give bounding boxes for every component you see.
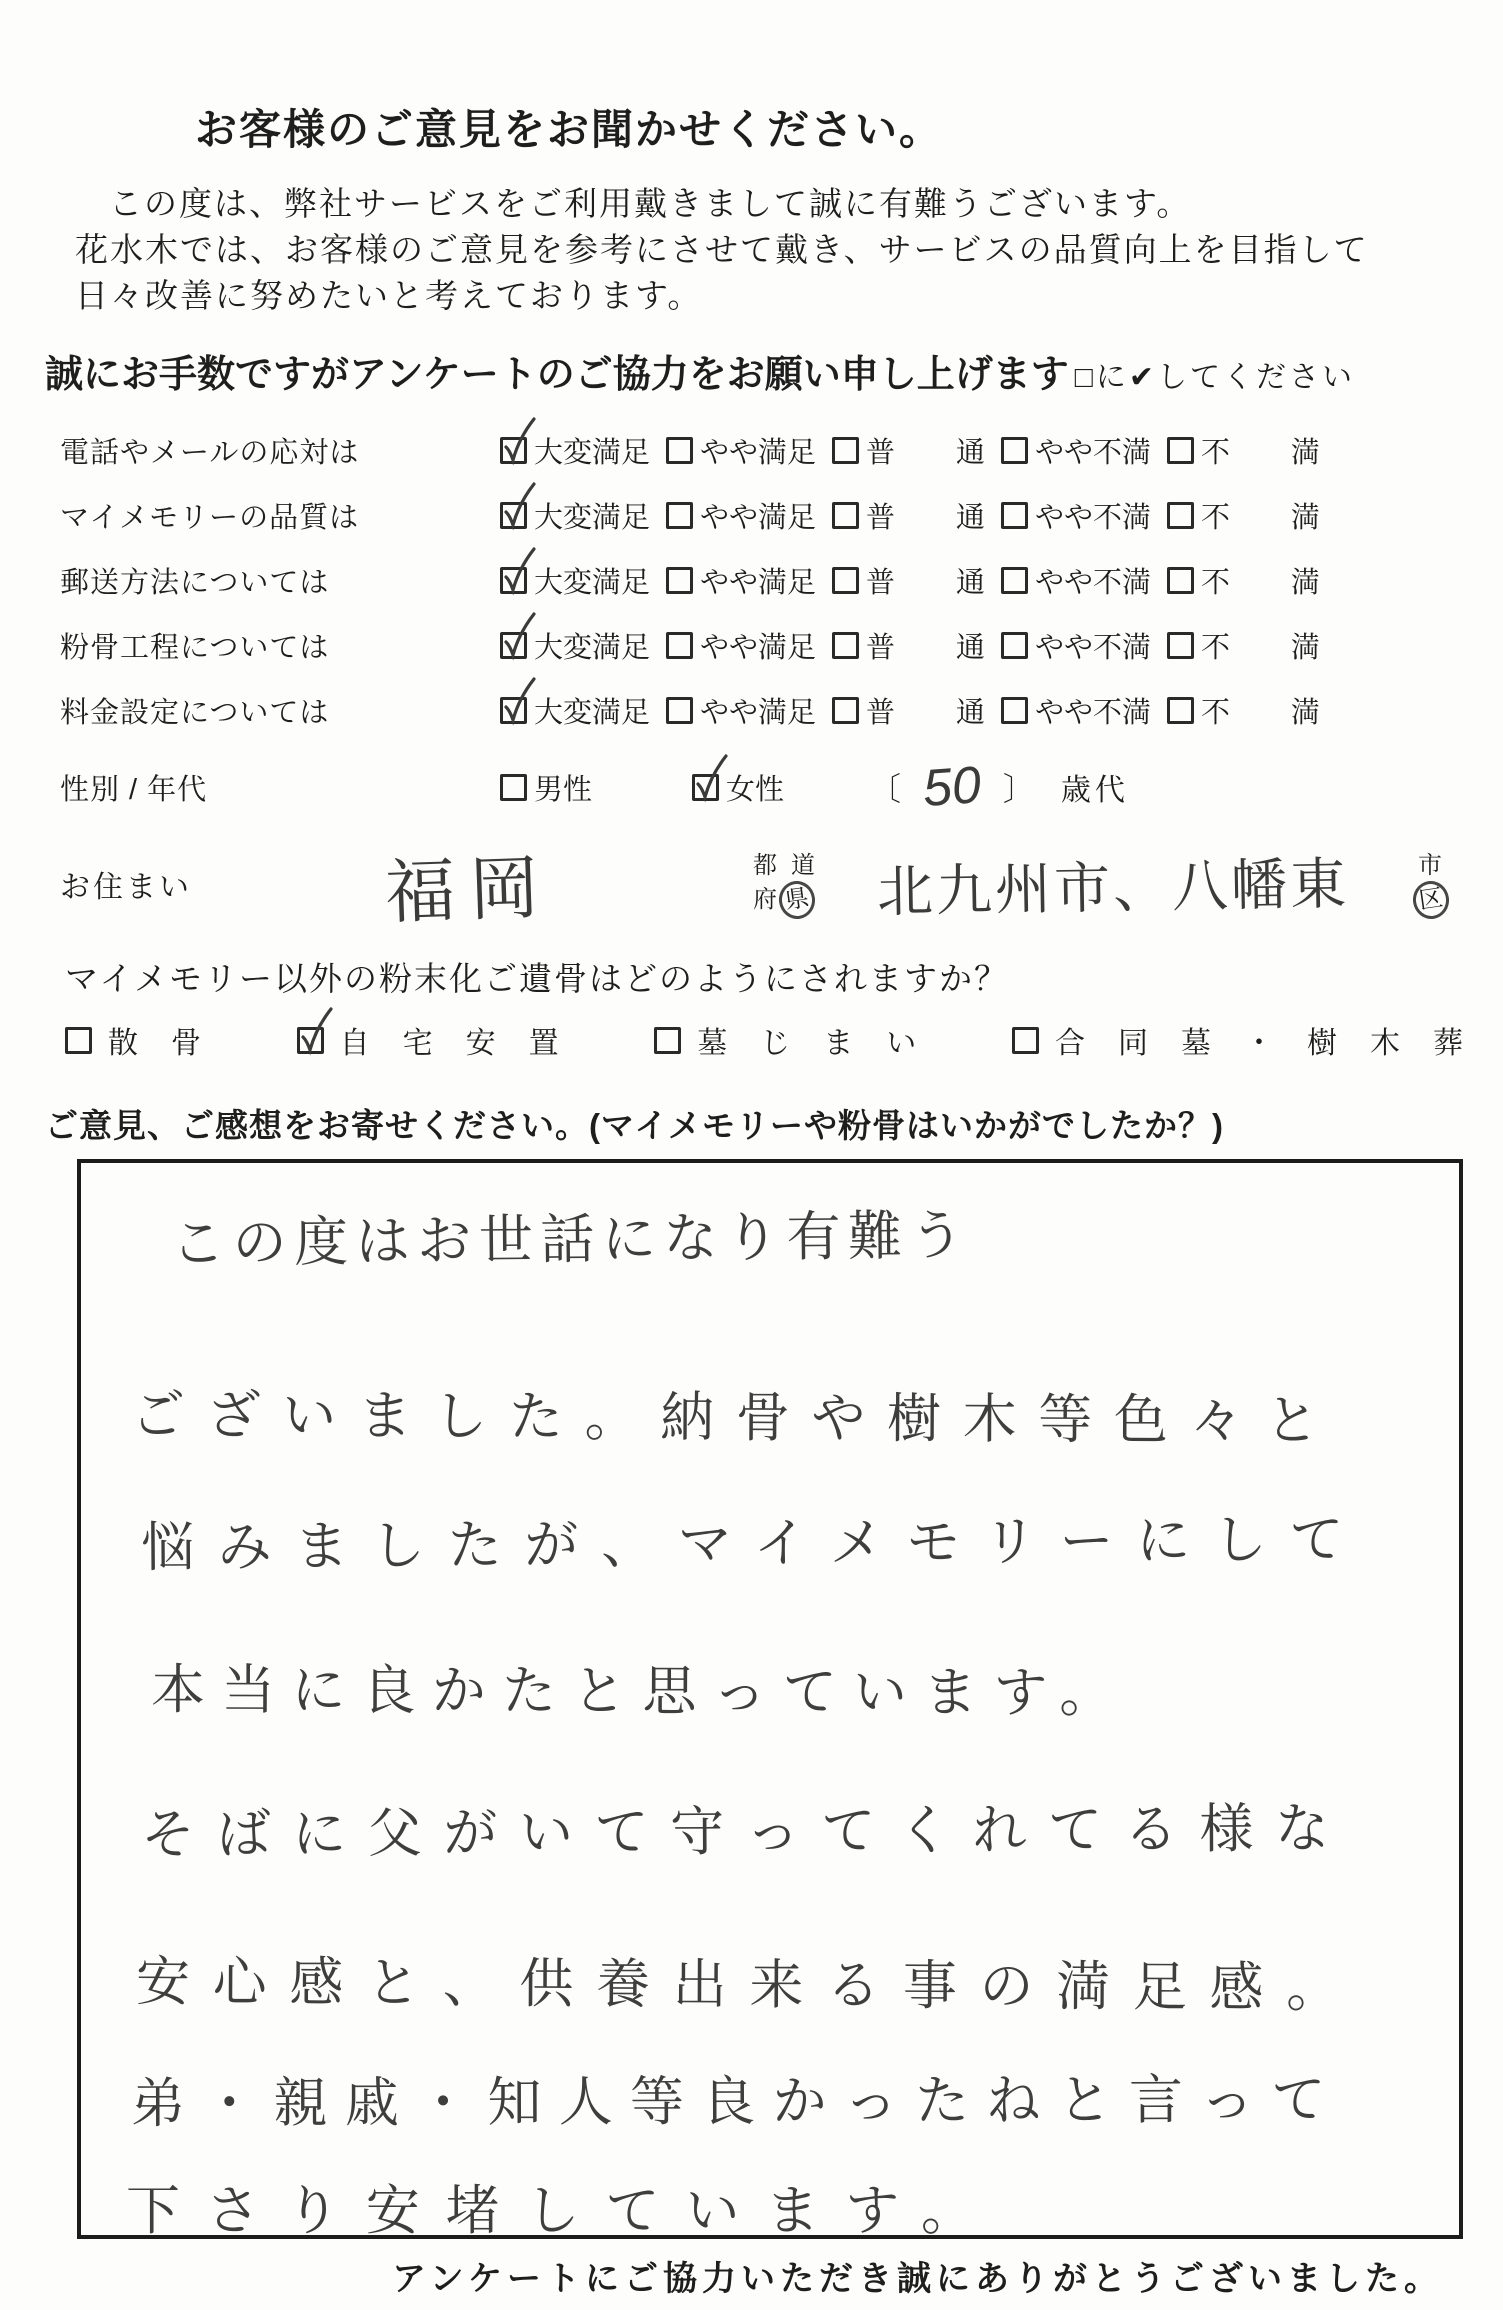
checkbox[interactable]	[832, 502, 859, 529]
option-label: 不満	[1200, 502, 1381, 535]
option-label: やや不満	[1034, 567, 1151, 600]
checkbox-checked[interactable]	[500, 502, 527, 529]
checkbox[interactable]	[666, 697, 693, 724]
survey-question-label: 電話やメールの応対は	[60, 437, 360, 470]
comments-prompt-note: (マイメモリーや粉骨はいかがでしたか？)	[589, 1107, 1224, 1145]
satisfaction-table	[45, 418, 1463, 743]
option-label: やや不満	[1034, 437, 1151, 470]
survey-option[interactable]	[500, 560, 650, 601]
checkbox[interactable]	[832, 437, 859, 464]
survey-option[interactable]	[832, 690, 1046, 731]
handwritten-line: 安心感と、供養出来る事の満足感。	[135, 1951, 1364, 2018]
option-label: 大変満足	[534, 632, 651, 665]
checkbox-checked[interactable]	[500, 437, 527, 464]
survey-options	[500, 495, 1381, 536]
checkbox[interactable]	[1167, 502, 1194, 529]
survey-option[interactable]	[1167, 430, 1381, 471]
checkbox[interactable]	[666, 437, 693, 464]
survey-options	[500, 560, 1381, 601]
option-label: 合同墓・樹木葬	[1054, 1027, 1496, 1061]
remains-options-row	[45, 1018, 1496, 1062]
survey-question-label: マイメモリーの品質は	[60, 502, 360, 535]
survey-row	[45, 548, 1463, 613]
survey-row	[45, 613, 1463, 678]
survey-options	[500, 430, 1381, 471]
checkbox[interactable]	[1001, 437, 1028, 464]
checkbox[interactable]	[1012, 1027, 1039, 1054]
option-label: 普通	[866, 697, 1046, 730]
option-label: 不満	[1200, 437, 1381, 470]
option-label: 不満	[1200, 632, 1381, 665]
checkbox[interactable]	[1167, 697, 1194, 724]
handwritten-line: 弟・親戚・知人等良かったねと言って	[130, 2069, 1343, 2135]
comments-prompt	[45, 1100, 1463, 1147]
checkmark-icon	[499, 414, 539, 466]
bracket-open: 〔	[869, 771, 902, 808]
checkbox[interactable]	[1001, 632, 1028, 659]
survey-option[interactable]	[1001, 495, 1151, 536]
option-label: やや不満	[1034, 632, 1151, 665]
checkbox[interactable]	[666, 567, 693, 594]
option-label: 女性	[726, 773, 785, 806]
handwritten-line: ございました。納骨や樹木等色々と	[130, 1385, 1341, 1452]
option-label: 普通	[866, 437, 1046, 470]
option-label: 普通	[866, 502, 1046, 535]
survey-option[interactable]	[500, 625, 650, 666]
survey-option[interactable]	[1167, 690, 1381, 731]
survey-option[interactable]	[666, 430, 816, 471]
checkmark-icon	[296, 1004, 336, 1056]
checkbox[interactable]	[666, 632, 693, 659]
checkbox[interactable]	[1001, 567, 1028, 594]
city-circled-ku: 区	[1411, 879, 1452, 922]
option-label: やや満足	[700, 502, 817, 535]
residence-row	[45, 831, 1463, 937]
survey-option[interactable]	[1001, 690, 1151, 731]
option-label: やや満足	[700, 632, 817, 665]
survey-row	[45, 678, 1463, 743]
prefecture-suffix-top: 都道	[753, 851, 829, 879]
option-label: 普通	[866, 567, 1046, 600]
checkbox[interactable]	[666, 502, 693, 529]
option-label: 自宅安置	[339, 1027, 592, 1061]
option-label: 大変満足	[534, 697, 651, 730]
check-instruction: □に✔してください	[1074, 361, 1355, 395]
checkbox-male[interactable]	[500, 774, 527, 801]
checkmark-icon	[499, 544, 539, 596]
checkbox-checked[interactable]	[297, 1027, 324, 1054]
option-label: 大変満足	[534, 502, 651, 535]
option-label: 男性	[534, 773, 593, 806]
checkmark-icon	[691, 751, 731, 803]
option-label: やや満足	[700, 437, 817, 470]
handwritten-line: 悩みましたが、マイメモリーにして	[140, 1509, 1367, 1578]
checkbox-checked[interactable]	[500, 567, 527, 594]
gender-age-label: 性別 / 年代	[60, 773, 208, 806]
survey-option[interactable]	[500, 495, 650, 536]
intro-line: この度は、弊社サービスをご利用戴きまして誠に有難うございます。	[109, 185, 1192, 223]
request-text: 誠にお手数ですがアンケートのご協力をお願い申し上げます	[45, 354, 1069, 397]
survey-option[interactable]	[832, 495, 1046, 536]
handwritten-line: そばに父がいて守ってくれてる様な	[140, 1798, 1351, 1865]
survey-option[interactable]	[1001, 430, 1151, 471]
gender-age-row	[45, 749, 1463, 825]
option-label: 普通	[866, 632, 1046, 665]
survey-options	[500, 625, 1381, 666]
survey-options	[500, 690, 1381, 731]
survey-option[interactable]	[832, 560, 1046, 601]
prefecture-suffix-bottom	[753, 881, 815, 919]
option-label: 散骨	[108, 1027, 234, 1061]
prefecture-circled-ken: 県	[777, 879, 818, 922]
survey-option[interactable]	[1001, 625, 1151, 666]
checkbox[interactable]	[1167, 567, 1194, 594]
checkbox[interactable]	[1167, 437, 1194, 464]
remains-option[interactable]	[654, 1018, 950, 1062]
checkbox[interactable]	[65, 1027, 92, 1054]
prefecture-suffix	[753, 850, 829, 919]
survey-option[interactable]	[832, 430, 1046, 471]
option-label: 不満	[1200, 697, 1381, 730]
age-bracket-group	[869, 757, 1129, 817]
option-label: やや不満	[1034, 697, 1151, 730]
remains-option[interactable]	[65, 1018, 234, 1062]
survey-option[interactable]	[832, 625, 1046, 666]
residence-label: お住まい	[60, 871, 192, 905]
option-label: やや不満	[1034, 502, 1151, 535]
checkbox[interactable]	[832, 567, 859, 594]
thank-you-footer: アンケートにご協力いただき誠にありがとうございました。	[392, 2260, 1443, 2299]
survey-option[interactable]	[1167, 560, 1381, 601]
survey-question-label: 料金設定については	[60, 697, 330, 730]
checkbox-checked[interactable]	[500, 632, 527, 659]
age-suffix-label: 歳代	[1060, 774, 1129, 808]
checkbox-checked[interactable]	[500, 697, 527, 724]
intro-line: 日々改善に努めたいと考えております。	[75, 277, 703, 315]
survey-option[interactable]	[666, 495, 816, 536]
survey-row	[45, 483, 1463, 548]
remains-option[interactable]	[297, 1018, 592, 1062]
city-suffix-bottom	[1411, 881, 1449, 919]
survey-option[interactable]	[1001, 560, 1151, 601]
checkbox[interactable]	[1001, 502, 1028, 529]
option-male[interactable]	[500, 767, 592, 808]
remains-option[interactable]	[1012, 1018, 1496, 1062]
comments-prompt-main: ご意見、ご感想をお寄せください。	[45, 1107, 589, 1145]
option-label: 不満	[1200, 567, 1381, 600]
checkbox[interactable]	[1167, 632, 1194, 659]
checkbox[interactable]	[654, 1027, 681, 1054]
city-suffix	[1411, 850, 1449, 919]
option-female[interactable]	[692, 767, 784, 808]
handwritten-line: この度はお世話になり有難う	[170, 1206, 972, 1275]
checkbox[interactable]	[832, 697, 859, 724]
survey-option[interactable]	[500, 690, 650, 731]
survey-option[interactable]	[500, 430, 650, 471]
survey-question-label: 粉骨工程については	[60, 632, 330, 665]
survey-option[interactable]	[1167, 495, 1381, 536]
handwritten-line: 本当に良かたと思っています。	[150, 1660, 1130, 1724]
option-label: 大変満足	[534, 567, 651, 600]
intro-paragraph	[75, 181, 1463, 319]
survey-option[interactable]	[666, 560, 816, 601]
age-handwritten-value: 50	[921, 756, 983, 819]
checkmark-icon	[499, 609, 539, 661]
page-title: お客様のご意見をお聞かせください。	[195, 106, 944, 153]
intro-line: 花水木では、お客様のご意見を参考にさせて戴き、サービスの品質向上を目指して	[75, 231, 1369, 269]
survey-request-line	[45, 343, 1463, 398]
remains-question: マイメモリー以外の粉末化ご遺骨はどのようにされますか？	[65, 960, 1010, 998]
option-label: やや満足	[700, 697, 817, 730]
survey-question-label: 郵送方法については	[60, 567, 330, 600]
checkmark-icon	[499, 674, 539, 726]
survey-row	[45, 418, 1463, 483]
option-label: 墓じまい	[697, 1027, 950, 1061]
handwritten-line: 下さり安堵しています。	[126, 2180, 1001, 2240]
city-handwritten-value: 北九州市、八幡東	[876, 852, 1350, 924]
city-suffix-shi: 市	[1418, 851, 1442, 879]
checkbox-female-checked[interactable]	[692, 774, 719, 801]
comment-box[interactable]	[77, 1159, 1463, 2239]
option-label: やや満足	[700, 567, 817, 600]
checkbox[interactable]	[832, 632, 859, 659]
checkmark-icon	[499, 479, 539, 531]
bracket-close: 〕	[1002, 771, 1035, 808]
option-label: 大変満足	[534, 437, 651, 470]
survey-option[interactable]	[1167, 625, 1381, 666]
survey-option[interactable]	[666, 625, 816, 666]
survey-option[interactable]	[666, 690, 816, 731]
checkbox[interactable]	[1001, 697, 1028, 724]
prefecture-suffix-fu: 府	[753, 886, 777, 914]
prefecture-handwritten-value: 福岡	[383, 847, 555, 932]
